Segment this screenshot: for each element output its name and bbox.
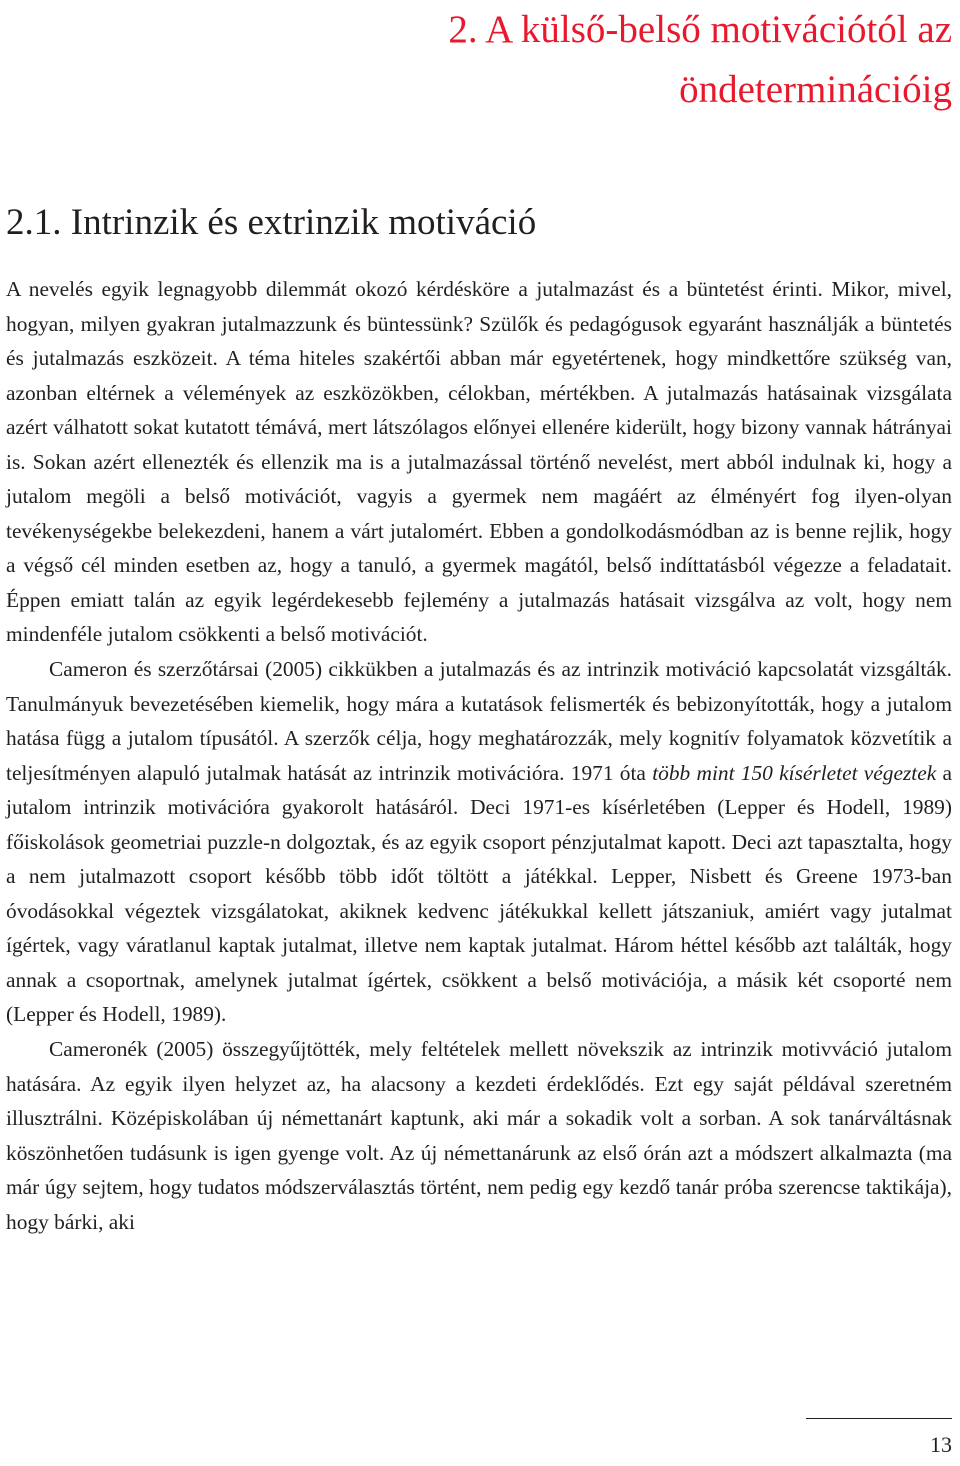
section-title: 2.1. Intrinzik és extrinzik motiváció xyxy=(6,202,537,243)
paragraph-2-italic-phrase: több mint 150 kísérletet végeztek xyxy=(652,760,937,785)
chapter-title-line-1: 2. A külső-belső motivációtól az xyxy=(448,8,952,51)
paragraph-1: A nevelés egyik legnagyobb dilemmát okozó kérdésköre a jutalmazást és a büntetést érinti. Mikor, mivel, hogyan, milyen gyakran jutalmazzunk és büntessünk? Szülők és pedagógusok egyaránt használják a büntetés és jutalmazás eszközeit. A téma hiteles szakértői abban már egyetértenek, hogy mindkettőre szükség van, azonban eltérnek a vélemények az eszközökben, célokban, mértékben. A jutalmazás hatásainak vizsgálata azért válhatott sokat kutatott témává, mert látszólagos előnyei ellenére kiderült, hogy bizony vannak hátrányai is. Sokan azért ellenezték és ellenzik ma is a jutalmazással történő nevelést, mert abból indulnak ki, hogy a jutalom megöli a belső motivációt, vagyis a gyermek nem magáért az élményért fog ilyen-olyan tevékenységekbe belekezdeni, hanem a várt jutalomért. Ebben a gondolkodásmódban az is benne rejlik, hogy a végső cél minden esetben az, hogy a tanuló, a gyermek magától, belső indíttatásból végezze a feladatait. Éppen emiatt talán az egyik legérdekesebb fejlemény a jutalmazás hatásait vizsgálva az volt, hogy nem mindenféle jutalom csökkenti a belső motivációt. xyxy=(6,277,952,647)
paragraph-2 xyxy=(6,652,952,1032)
footer-rule xyxy=(806,1418,952,1419)
paragraph-3: Cameronék (2005) összegyűjtötték, mely feltételek mellett növekszik az intrinzik motivváció jutalom hatására. Az egyik ilyen helyzet az, ha alacsony a kezdeti érdeklődés. Ezt egy saját példával szeretném illusztrálni. Középiskolában új némettanárt kaptunk, aki már a sokadik volt a sorban. A sok tanárváltásnak köszönhetően tudásunk is igen gyenge volt. Az új némettanárunk az első órán azt a módszert alkalmazta (ma már úgy sejtem, hogy tudatos módszerválasztás történt, nem pedig egy kezdő tanár próba szerencse taktikája), hogy bárki, aki xyxy=(6,1037,952,1234)
body-text xyxy=(6,272,952,1239)
paragraph-2-text-b: a jutalom intrinzik motivációra gyakorolt hatásáról. Deci 1971-es kísérletében (Lepper és Hodell, 1989) főiskolások geometriai puzzle-n dolgoztak, és az egyik csoport pénzjutalmat kapott. Deci azt tapasztalta, hogy a nem jutalmazott csoport később több időt töltött a játékkal. Lepper, Nisbett és Greene 1973-ban óvodásokkal végeztek vizsgálatokat, akiknek kedvenc játékukkal kellett játszaniuk, amiért vagy jutalmat ígértek, vagy váratlanul kaptak jutalmat, illetve nem kaptak jutalmat. Három héttel később azt találták, hogy annak a csoportnak, amelynek jutalmat ígértek, csökkent a belső motivációja, a másik két csoporté nem (Lepper és Hodell, 1989). xyxy=(6,760,952,1027)
chapter-title-line-2: öndeterminációig xyxy=(679,68,952,111)
page-number: 13 xyxy=(930,1432,952,1457)
paragraph-2-text-a: Cameron és szerzőtársai (2005) cikkükben a jutalmazás és az intrinzik motiváció kapcsolatát vizsgálták. Tanulmányuk bevezetésében kiemelik, hogy mára a kutatások felismerték és bebizonyították, hogy a jutalom hatása függ a jutalom típusától. A szerzők célja, hogy meghatározzák, mely kognitív folyamatok közvetítik a teljesítményen alapuló jutalmak hatását az intrinzik motivációra. 1971 óta xyxy=(6,657,952,785)
chapter-title xyxy=(52,0,952,120)
